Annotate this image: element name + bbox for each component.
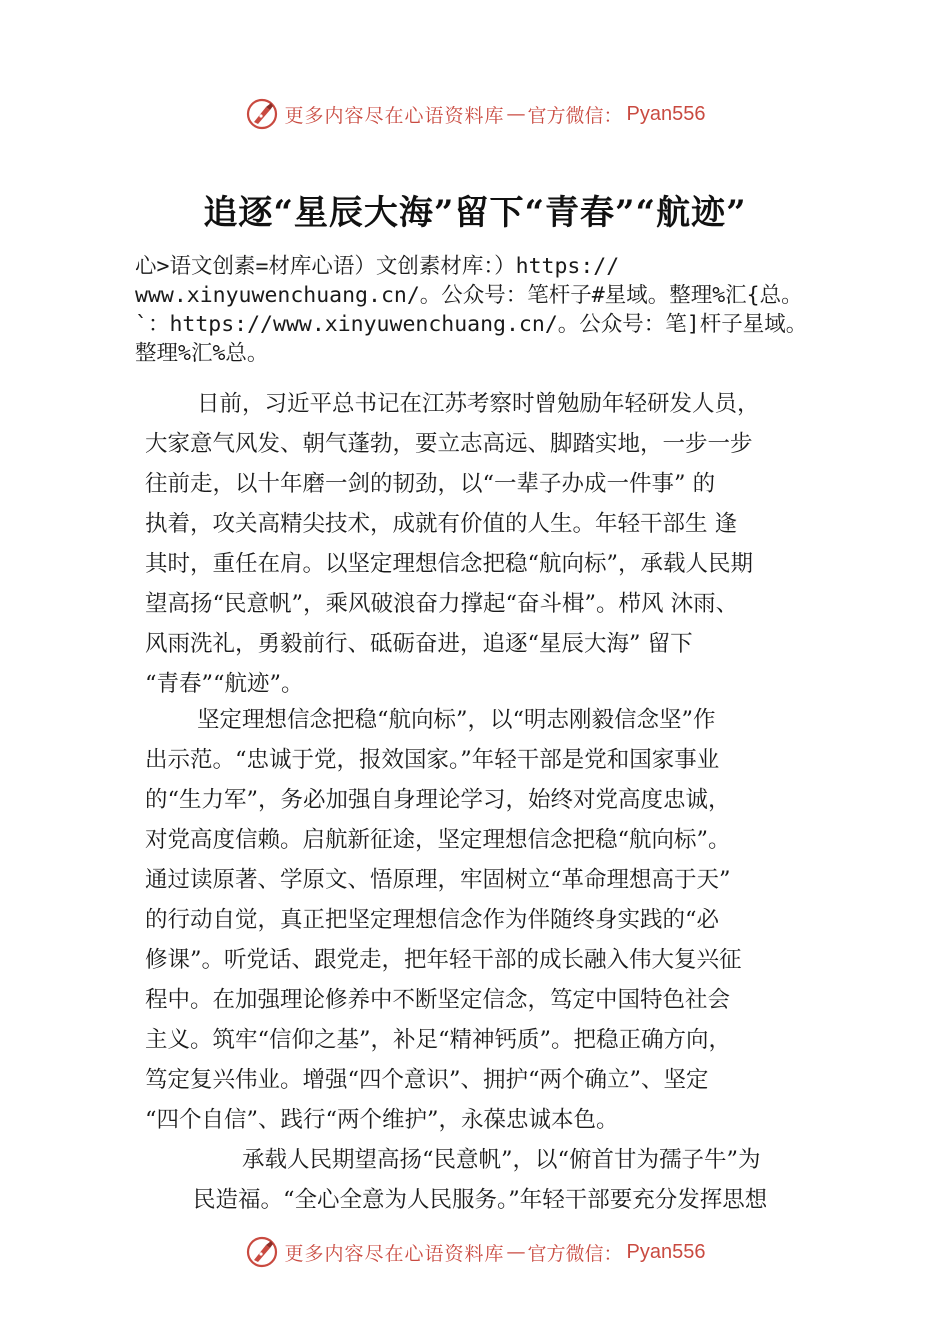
page-title: 追逐“星辰大海”留下“青春”“航迹” xyxy=(203,193,747,233)
banner-wechat-id: Pyan556 xyxy=(626,102,706,125)
banner-text: 更多内容尽在心语资料库 xyxy=(284,104,505,127)
banner-separator: — xyxy=(506,103,526,125)
paragraph-2 xyxy=(145,700,835,1140)
banner-wechat-label: 官方微信： xyxy=(527,104,623,127)
paragraph-line: 往前走，以十年磨一剑的韧劲，以“一辈子办成一件事” 的 xyxy=(145,471,716,497)
paragraph-line: 大家意气风发、朝气蓬勃，要立志高远、脚踏实地，一步一步 xyxy=(145,431,753,457)
banner-wechat-id: Pyan556 xyxy=(626,1240,706,1263)
watermark-line: 心>语文创素=材库心语）文创素材库：）https:// xyxy=(135,254,620,279)
paragraph-3 xyxy=(145,1140,835,1220)
paragraph-line: 笃定复兴伟业。增强“四个意识”、拥护“两个确立”、坚定 xyxy=(145,1067,709,1093)
paragraph-line: “青春”“航迹”。 xyxy=(145,671,304,697)
footer-banner xyxy=(0,1232,950,1272)
paragraph-line: “四个自信”、践行“两个维护”，永葆忠诚本色。 xyxy=(145,1107,619,1133)
banner-separator: — xyxy=(506,1241,526,1263)
paragraph-line: 出示范。“忠诚于党，报效国家。”年轻干部是党和国家事业 xyxy=(145,747,720,773)
paragraph-line: 程中。在加强理论修养中不断坚定信念，笃定中国特色社会 xyxy=(145,987,731,1013)
banner-wechat-label: 官方微信： xyxy=(527,1242,623,1265)
paragraph-line: 执着，攻关高精尖技术，成就有价值的人生。年轻干部生 逢 xyxy=(145,511,738,537)
paragraph-line: 对党高度信赖。启航新征途，坚定理想信念把稳“航向标”。 xyxy=(145,827,731,853)
paragraph-line: 坚定理想信念把稳“航向标”，以“明志刚毅信念坚”作 xyxy=(197,707,716,733)
paragraph-line: 的“生力军”，务必加强自身理论学习，始终对党高度忠诚， xyxy=(145,787,731,813)
watermark-line: www.xinyuwenchuang.cn/。公众号：笔杆子#星域。整理%汇{总。 xyxy=(135,283,803,308)
paragraph-line: 其时，重任在肩。以坚定理想信念把稳“航向标”，承载人民期 xyxy=(145,551,754,577)
header-banner xyxy=(0,94,950,134)
paragraph-line: 望高扬“民意帆”，乘风破浪奋力撑起“奋斗楫”。栉风 沐雨、 xyxy=(145,591,739,617)
paragraph-line: 风雨洗礼，勇毅前行、砥砺奋进，追逐“星辰大海” 留下 xyxy=(145,631,693,657)
paragraph-line: 通过读原著、学原文、悟原理，牢固树立“革命理想高于天” xyxy=(145,867,731,893)
paragraph-line: 承载人民期望高扬“民意帆”，以“俯首甘为孺子牛”为 xyxy=(242,1147,761,1173)
watermark-line: `：https://www.xinyuwenchuang.cn/。公众号：笔]杆子星域。 xyxy=(135,312,808,337)
paragraph-line: 日前，习近平总书记在江苏考察时曾勉励年轻研发人员， xyxy=(197,391,760,417)
banner-text: 更多内容尽在心语资料库 xyxy=(284,1242,505,1265)
paragraph-line: 主义。筑牢“信仰之基”，补足“精神钙质”。把稳正确方向， xyxy=(145,1027,732,1053)
watermark-text-block xyxy=(135,252,865,368)
pen-nib-logo-icon xyxy=(245,1235,279,1269)
watermark-line: 整理%汇%总。 xyxy=(135,341,269,366)
paragraph-1 xyxy=(145,384,835,704)
paragraph-line: 的行动自觉，真正把坚定理想信念作为伴随终身实践的“必 xyxy=(145,907,720,933)
paragraph-line: 民造福。“全心全意为人民服务。”年轻干部要充分发挥思想 xyxy=(193,1187,768,1213)
pen-nib-logo-icon xyxy=(245,97,279,131)
paragraph-line: 修课”。听党话、跟党走，把年轻干部的成长融入伟大复兴征 xyxy=(145,947,742,973)
